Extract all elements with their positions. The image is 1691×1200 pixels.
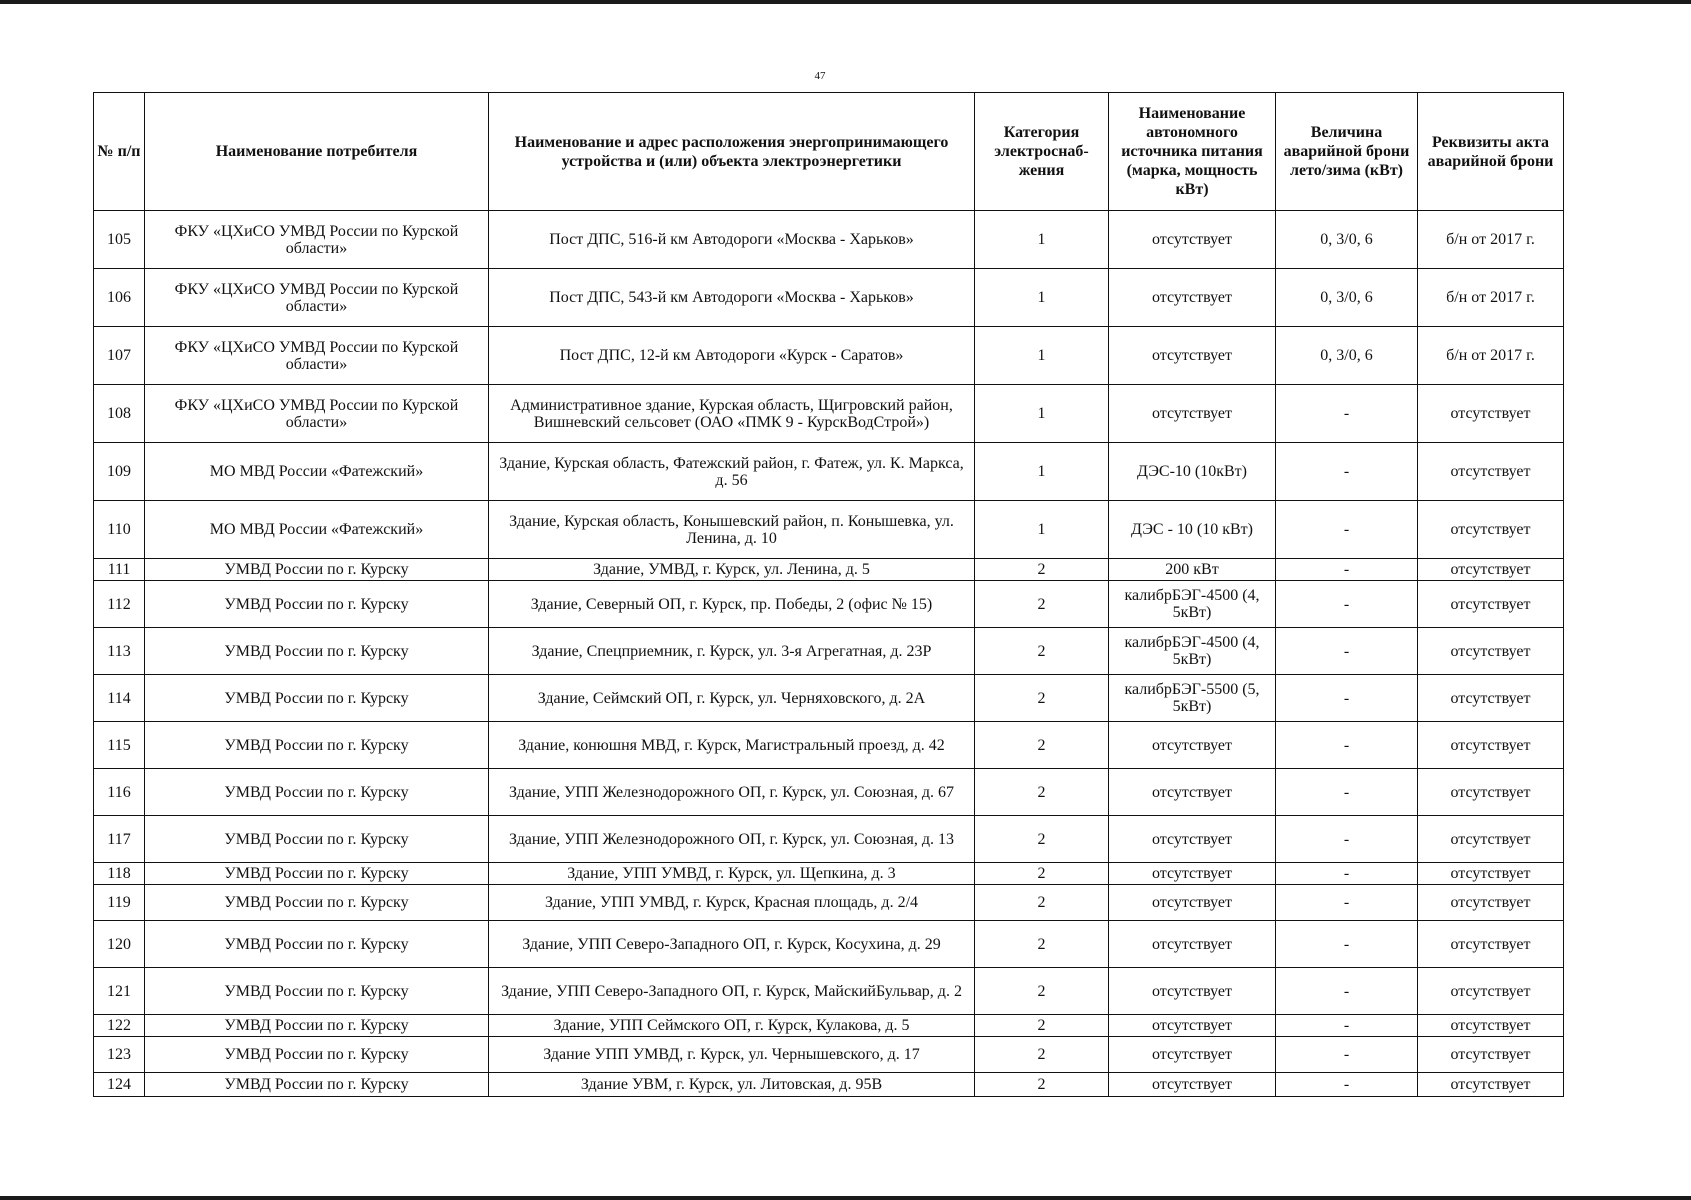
table-row (94, 675, 1564, 722)
row-source: отсутствует (1109, 968, 1276, 1015)
row-reserve: - (1276, 921, 1418, 968)
table-row (94, 501, 1564, 559)
row-object: Пост ДПС, 516-й км Автодороги «Москва - Харьков» (489, 211, 975, 269)
table-row (94, 211, 1564, 269)
table-row (94, 559, 1564, 581)
table-row (94, 1073, 1564, 1097)
table-header-row (94, 93, 1564, 211)
row-source: калибрБЭГ-5500 (5, 5кВт) (1109, 675, 1276, 722)
row-reserve: - (1276, 385, 1418, 443)
row-object: Пост ДПС, 12-й км Автодороги «Курск - Саратов» (489, 327, 975, 385)
row-act: отсутствует (1418, 722, 1564, 769)
row-source: отсутствует (1109, 885, 1276, 921)
scan-bottom-border (0, 1196, 1691, 1200)
row-source: отсутствует (1109, 269, 1276, 327)
table-row (94, 269, 1564, 327)
row-num: 108 (94, 385, 145, 443)
row-reserve: - (1276, 968, 1418, 1015)
row-reserve: - (1276, 885, 1418, 921)
row-object: Здание, Курская область, Конышевский район, п. Конышевка, ул. Ленина, д. 10 (489, 501, 975, 559)
row-source: отсутствует (1109, 1073, 1276, 1097)
row-num: 123 (94, 1037, 145, 1073)
row-num: 107 (94, 327, 145, 385)
row-category: 1 (975, 501, 1109, 559)
scan-top-border (0, 0, 1691, 4)
row-act: отсутствует (1418, 1073, 1564, 1097)
row-category: 2 (975, 581, 1109, 628)
row-num: 124 (94, 1073, 145, 1097)
row-num: 117 (94, 816, 145, 863)
row-source: калибрБЭГ-4500 (4, 5кВт) (1109, 581, 1276, 628)
table-row (94, 722, 1564, 769)
row-consumer: ФКУ «ЦХиСО УМВД России по Курской области» (145, 269, 489, 327)
row-category: 2 (975, 1037, 1109, 1073)
row-source: отсутствует (1109, 385, 1276, 443)
emergency-reserve-table (93, 92, 1564, 1097)
row-category: 1 (975, 211, 1109, 269)
row-consumer: УМВД России по г. Курску (145, 885, 489, 921)
header-category: Категория электроснаб-жения (975, 93, 1109, 211)
row-act: отсутствует (1418, 885, 1564, 921)
row-object: Здание, конюшня МВД, г. Курск, Магистральный проезд, д. 42 (489, 722, 975, 769)
row-category: 2 (975, 559, 1109, 581)
row-consumer: УМВД России по г. Курску (145, 628, 489, 675)
row-source: 200 кВт (1109, 559, 1276, 581)
row-act: б/н от 2017 г. (1418, 327, 1564, 385)
row-source: отсутствует (1109, 816, 1276, 863)
table-row (94, 1037, 1564, 1073)
row-reserve: - (1276, 863, 1418, 885)
row-source: ДЭС - 10 (10 кВт) (1109, 501, 1276, 559)
row-reserve: - (1276, 769, 1418, 816)
row-act: отсутствует (1418, 816, 1564, 863)
row-consumer: УМВД России по г. Курску (145, 1015, 489, 1037)
row-reserve: - (1276, 1015, 1418, 1037)
row-reserve: - (1276, 816, 1418, 863)
row-source: ДЭС-10 (10кВт) (1109, 443, 1276, 501)
row-reserve: - (1276, 559, 1418, 581)
header-source: Наименование автономного источника питания (марка, мощность кВт) (1109, 93, 1276, 211)
row-act: отсутствует (1418, 1015, 1564, 1037)
row-act: отсутствует (1418, 443, 1564, 501)
row-reserve: - (1276, 1037, 1418, 1073)
row-consumer: УМВД России по г. Курску (145, 921, 489, 968)
row-category: 2 (975, 769, 1109, 816)
row-consumer: УМВД России по г. Курску (145, 816, 489, 863)
row-act: отсутствует (1418, 921, 1564, 968)
row-object: Пост ДПС, 543-й км Автодороги «Москва - Харьков» (489, 269, 975, 327)
row-object: Здание, Северный ОП, г. Курск, пр. Победы, 2 (офис № 15) (489, 581, 975, 628)
row-num: 118 (94, 863, 145, 885)
row-source: отсутствует (1109, 863, 1276, 885)
row-act: б/н от 2017 г. (1418, 211, 1564, 269)
row-object: Здание, Сеймский ОП, г. Курск, ул. Черняховского, д. 2А (489, 675, 975, 722)
row-consumer: УМВД России по г. Курску (145, 722, 489, 769)
table-row (94, 863, 1564, 885)
row-source: отсутствует (1109, 211, 1276, 269)
row-num: 113 (94, 628, 145, 675)
header-num: № п/п (94, 93, 145, 211)
row-category: 1 (975, 443, 1109, 501)
row-object: Здание, УПП Железнодорожного ОП, г. Курск, ул. Союзная, д. 67 (489, 769, 975, 816)
row-object: Здание, УПП Северо-Западного ОП, г. Курск, Косухина, д. 29 (489, 921, 975, 968)
row-object: Здание, УПП Северо-Западного ОП, г. Курск, МайскийБульвар, д. 2 (489, 968, 975, 1015)
row-act: отсутствует (1418, 1037, 1564, 1073)
row-category: 2 (975, 863, 1109, 885)
row-object: Здание, Курская область, Фатежский район, г. Фатеж, ул. К. Маркса, д. 56 (489, 443, 975, 501)
table-row (94, 885, 1564, 921)
table-row (94, 385, 1564, 443)
row-category: 1 (975, 385, 1109, 443)
row-object: Здание, УПП УМВД, г. Курск, Красная площадь, д. 2/4 (489, 885, 975, 921)
row-num: 114 (94, 675, 145, 722)
row-category: 2 (975, 968, 1109, 1015)
table-row (94, 769, 1564, 816)
row-source: отсутствует (1109, 769, 1276, 816)
table-row (94, 443, 1564, 501)
row-act: отсутствует (1418, 628, 1564, 675)
row-act: отсутствует (1418, 501, 1564, 559)
row-consumer: УМВД России по г. Курску (145, 863, 489, 885)
row-consumer: ФКУ «ЦХиСО УМВД России по Курской области» (145, 385, 489, 443)
table-row (94, 1015, 1564, 1037)
row-category: 2 (975, 628, 1109, 675)
row-consumer: ФКУ «ЦХиСО УМВД России по Курской области» (145, 211, 489, 269)
row-num: 110 (94, 501, 145, 559)
row-num: 121 (94, 968, 145, 1015)
row-num: 105 (94, 211, 145, 269)
row-consumer: ФКУ «ЦХиСО УМВД России по Курской области» (145, 327, 489, 385)
row-category: 2 (975, 1073, 1109, 1097)
row-object: Административное здание, Курская область, Щигровский район, Вишневский сельсовет (ОАО «ПМК 9 - КурскВодСтрой») (489, 385, 975, 443)
row-source: отсутствует (1109, 921, 1276, 968)
row-consumer: УМВД России по г. Курску (145, 968, 489, 1015)
row-reserve: - (1276, 501, 1418, 559)
table-row (94, 327, 1564, 385)
row-act: б/н от 2017 г. (1418, 269, 1564, 327)
row-consumer: УМВД России по г. Курску (145, 1073, 489, 1097)
row-act: отсутствует (1418, 769, 1564, 816)
row-consumer: УМВД России по г. Курску (145, 581, 489, 628)
row-reserve: - (1276, 1073, 1418, 1097)
row-source: отсутствует (1109, 1037, 1276, 1073)
row-object: Здание, УМВД, г. Курск, ул. Ленина, д. 5 (489, 559, 975, 581)
row-object: Здание, УПП Сеймского ОП, г. Курск, Кулакова, д. 5 (489, 1015, 975, 1037)
row-num: 115 (94, 722, 145, 769)
row-source: отсутствует (1109, 327, 1276, 385)
row-category: 1 (975, 269, 1109, 327)
page-number: 47 (814, 70, 826, 82)
row-act: отсутствует (1418, 385, 1564, 443)
row-category: 2 (975, 816, 1109, 863)
table-body (94, 211, 1564, 1097)
row-category: 2 (975, 1015, 1109, 1037)
table-row (94, 968, 1564, 1015)
row-reserve: - (1276, 581, 1418, 628)
row-object: Здание, Спецприемник, г. Курск, ул. 3-я Агрегатная, д. 23Р (489, 628, 975, 675)
row-num: 116 (94, 769, 145, 816)
row-num: 106 (94, 269, 145, 327)
row-category: 2 (975, 675, 1109, 722)
row-act: отсутствует (1418, 675, 1564, 722)
row-object: Здание УВМ, г. Курск, ул. Литовская, д. 95В (489, 1073, 975, 1097)
row-reserve: - (1276, 443, 1418, 501)
row-num: 120 (94, 921, 145, 968)
row-object: Здание УПП УМВД, г. Курск, ул. Чернышевского, д. 17 (489, 1037, 975, 1073)
row-category: 2 (975, 885, 1109, 921)
row-reserve: - (1276, 722, 1418, 769)
row-reserve: 0, 3/0, 6 (1276, 327, 1418, 385)
table-row (94, 816, 1564, 863)
row-category: 1 (975, 327, 1109, 385)
row-object: Здание, УПП Железнодорожного ОП, г. Курск, ул. Союзная, д. 13 (489, 816, 975, 863)
row-source: отсутствует (1109, 722, 1276, 769)
row-consumer: УМВД России по г. Курску (145, 1037, 489, 1073)
row-num: 111 (94, 559, 145, 581)
row-consumer: МО МВД России «Фатежский» (145, 501, 489, 559)
header-act: Реквизиты акта аварийной брони (1418, 93, 1564, 211)
table-row (94, 628, 1564, 675)
table-row (94, 581, 1564, 628)
row-reserve: 0, 3/0, 6 (1276, 211, 1418, 269)
row-act: отсутствует (1418, 581, 1564, 628)
row-act: отсутствует (1418, 863, 1564, 885)
row-act: отсутствует (1418, 559, 1564, 581)
row-consumer: МО МВД России «Фатежский» (145, 443, 489, 501)
row-category: 2 (975, 722, 1109, 769)
row-consumer: УМВД России по г. Курску (145, 559, 489, 581)
row-category: 2 (975, 921, 1109, 968)
row-consumer: УМВД России по г. Курску (145, 769, 489, 816)
row-reserve: - (1276, 628, 1418, 675)
row-num: 109 (94, 443, 145, 501)
row-num: 122 (94, 1015, 145, 1037)
header-consumer: Наименование потребителя (145, 93, 489, 211)
row-source: калибрБЭГ-4500 (4, 5кВт) (1109, 628, 1276, 675)
row-act: отсутствует (1418, 968, 1564, 1015)
row-reserve: - (1276, 675, 1418, 722)
row-consumer: УМВД России по г. Курску (145, 675, 489, 722)
header-reserve: Величина аварийной брони лето/зима (кВт) (1276, 93, 1418, 211)
row-source: отсутствует (1109, 1015, 1276, 1037)
row-reserve: 0, 3/0, 6 (1276, 269, 1418, 327)
table-row (94, 921, 1564, 968)
row-num: 112 (94, 581, 145, 628)
header-object: Наименование и адрес расположения энергопринимающего устройства и (или) объекта электроэнергетики (489, 93, 975, 211)
row-num: 119 (94, 885, 145, 921)
row-object: Здание, УПП УМВД, г. Курск, ул. Щепкина, д. 3 (489, 863, 975, 885)
